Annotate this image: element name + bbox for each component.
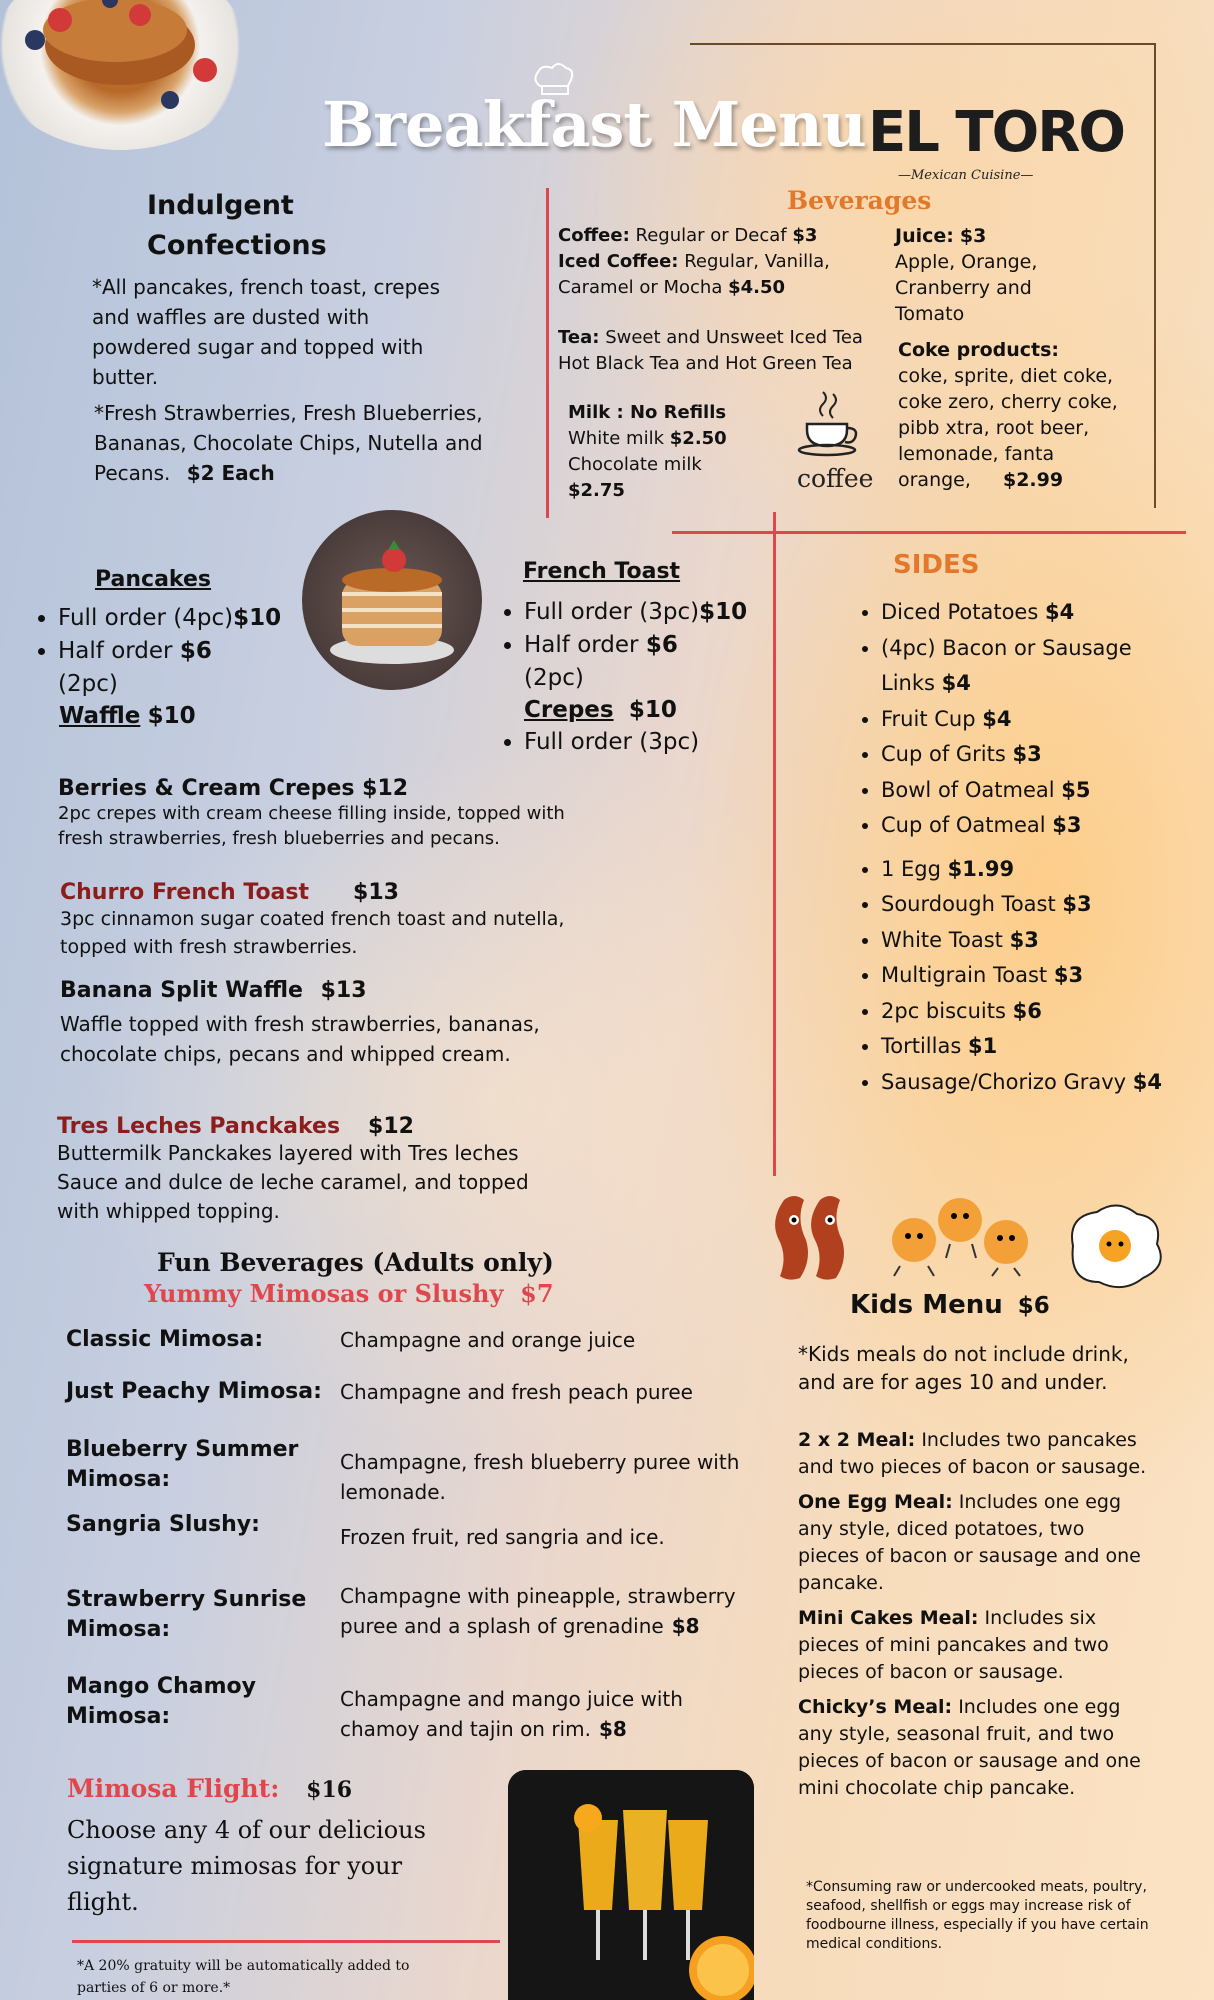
sides-list: [853, 595, 1183, 1100]
kids-meal: 2 x 2 Meal: Includes two pancakes and two pieces of bacon or sausage.: [798, 1429, 1147, 1478]
french-toast-photo: [0, 0, 250, 150]
pancake-stack-photo: [302, 510, 482, 690]
sides-item: • Sausage/Chorizo Gravy $4: [881, 1065, 1183, 1101]
special-banana-split-waffle: Banana Split Waffle $13 Waffle topped with fresh strawberries, bananas, chocolate chips, pecans and whipped cream.: [60, 978, 540, 1066]
crepes-line: Crepes $10: [524, 697, 677, 723]
logo-subtitle: —Mexican Cuisine—: [898, 168, 1034, 183]
mimosa-flight-photo: [508, 1770, 754, 2000]
french-toast-heading: French Toast: [523, 559, 681, 584]
kids-note: *Kids meals do not include drink, and are for ages 10 and under.: [798, 1342, 1129, 1394]
indulgent-note-1: *All pancakes, french toast, crepes and waffles are dusted with powdered sugar and topped with butter.: [92, 275, 440, 389]
kids-disclaimer: *Consuming raw or undercooked meats, poultry, seafood, shellfish or eggs may increase risk of foodbourne illness, especially if you have certain medical conditions.: [806, 1879, 1149, 1952]
fried-egg-icon: [1063, 1202, 1163, 1290]
sides-item: • White Toast $3: [881, 923, 1183, 959]
el-toro-logo: EL TORO: [868, 100, 1124, 165]
coke-block: Coke products: coke, sprite, diet coke, coke zero, cherry coke, pibb xtra, root beer, lemonade, fanta orange, $2.99: [898, 339, 1118, 491]
divider-sides-horizontal: [672, 531, 1186, 534]
pancakes-full-order: • Full order (4pc)$10: [58, 602, 310, 635]
waffle-line: Waffle $10: [59, 703, 196, 729]
special-tres-leches: Tres Leches Panckakes $12 Buttermilk Panckakes layered with Tres leches Sauce and dulce de leche caramel, and topped with whipped topping.: [57, 1114, 529, 1223]
divider-top-vertical: [546, 188, 549, 518]
indulgent-heading: Indulgent Confections: [147, 190, 327, 261]
mimosa-name: Blueberry Summer Mimosa:: [66, 1437, 299, 1492]
mimosa-name: Mango Chamoy Mimosa:: [66, 1674, 256, 1729]
mimosa-name: Sangria Slushy:: [66, 1512, 260, 1537]
coffee-line: Coffee: Regular or Decaf $3 Iced Coffee: Regular, Vanilla, Caramel or Mocha $4.50: [558, 225, 830, 298]
sides-item: • 1 Egg $1.99: [881, 852, 1183, 888]
sides-item: • Cup of Oatmeal $3: [881, 808, 1183, 844]
beverages-heading: Beverages: [787, 186, 932, 215]
special-churro-french-toast: Churro French Toast $13 3pc cinnamon sugar coated french toast and nutella, topped with fresh strawberries.: [60, 880, 565, 958]
page-title: Breakfast Menu: [322, 88, 866, 161]
mimosa-desc: Champagne and orange juice: [340, 1328, 636, 1352]
pancakes-list: [30, 602, 310, 701]
mimosa-desc: Champagne with pineapple, strawberry puree and a splash of grenadine $8: [340, 1584, 736, 1638]
sides-item: • (4pc) Bacon or Sausage Links $4: [881, 631, 1183, 702]
sides-item: • Multigrain Toast $3: [881, 958, 1183, 994]
sides-item: • Tortillas $1: [881, 1029, 1183, 1065]
sides-heading: SIDES: [893, 550, 980, 580]
mimosa-name: Strawberry Sunrise Mimosa:: [66, 1587, 307, 1642]
gratuity-note: *A 20% gratuity will be automatically added to parties of 6 or more.*: [77, 1958, 410, 1996]
pancakes-half-order: • Half order $6 (2pc): [58, 635, 310, 701]
mimosa-desc: Champagne and mango juice with chamoy and tajin on rim. $8: [340, 1687, 683, 1741]
divider-bottom-left: [72, 1940, 500, 1943]
mimosa-name: Classic Mimosa:: [66, 1327, 264, 1352]
sides-item: • Sourdough Toast $3: [881, 887, 1183, 923]
tea-line: Tea: Sweet and Unsweet Iced Tea Hot Black Tea and Hot Green Tea: [558, 327, 863, 374]
mimosa-desc: Frozen fruit, red sangria and ice.: [340, 1525, 665, 1549]
french-toast-half-order: • Half order $6 (2pc): [524, 629, 796, 695]
kids-meals: [798, 1427, 1148, 1810]
mimosa-flight-line: Mimosa Flight: $16: [67, 1774, 353, 1803]
kids-meal: One Egg Meal: Includes one egg any style, diced potatoes, two pieces of bacon or sausage and one pancake.: [798, 1491, 1141, 1594]
kids-meal: Chicky’s Meal: Includes one egg any style, seasonal fruit, and two pieces of bacon or sausage and one mini chocolate chip pancake.: [798, 1696, 1141, 1799]
pancake-characters-icon: [880, 1186, 1050, 1278]
mimosa-desc: Champagne and fresh peach puree: [340, 1380, 693, 1404]
sides-item: • Bowl of Oatmeal $5: [881, 773, 1183, 809]
french-toast-full-order: • Full order (3pc)$10: [524, 596, 796, 629]
sides-item: • Fruit Cup $4: [881, 702, 1183, 738]
juice-block: Juice: $3 Apple, Orange, Cranberry and Tomato: [895, 225, 1038, 325]
pancakes-heading: Pancakes: [95, 567, 211, 592]
kids-menu-heading: Kids Menu $6: [850, 1290, 1050, 1320]
crepes-full-order: • Full order (3pc): [524, 729, 699, 755]
mimosa-name: Just Peachy Mimosa:: [66, 1379, 322, 1404]
special-berries-crepes: Berries & Cream Crepes $12 2pc crepes with cream cheese filling inside, topped with fresh strawberries, fresh blueberries and pecans.: [58, 776, 565, 849]
coffee-cup-icon: [795, 388, 865, 460]
milk-block: Milk : No Refills White milk $2.50 Chocolate milk $2.75: [568, 402, 727, 501]
sides-item: • Diced Potatoes $4: [881, 595, 1183, 631]
sides-item: • 2pc biscuits $6: [881, 994, 1183, 1030]
sides-item: • Cup of Grits $3: [881, 737, 1183, 773]
frame-line-right: [1154, 43, 1156, 508]
coffee-icon-label: coffee: [797, 464, 874, 493]
mimosa-flight-desc: Choose any 4 of our delicious signature mimosas for your flight.: [67, 1816, 426, 1916]
kids-meal: Mini Cakes Meal: Includes six pieces of mini pancakes and two pieces of bacon or sausage.: [798, 1607, 1109, 1683]
fun-beverages-subheading: Yummy Mimosas or Slushy $7: [144, 1279, 554, 1308]
indulgent-note-2: *Fresh Strawberries, Fresh Blueberries, Bananas, Chocolate Chips, Nutella and Pecans. $2 Each: [94, 401, 483, 485]
french-toast-list: [496, 596, 796, 695]
crepes-list: [496, 729, 699, 755]
fun-beverages-heading: Fun Beverages (Adults only): [157, 1248, 554, 1277]
frame-line-top: [690, 43, 1156, 45]
bacon-icon: [770, 1190, 870, 1282]
mimosa-desc: Champagne, fresh blueberry puree with lemonade.: [340, 1450, 740, 1504]
